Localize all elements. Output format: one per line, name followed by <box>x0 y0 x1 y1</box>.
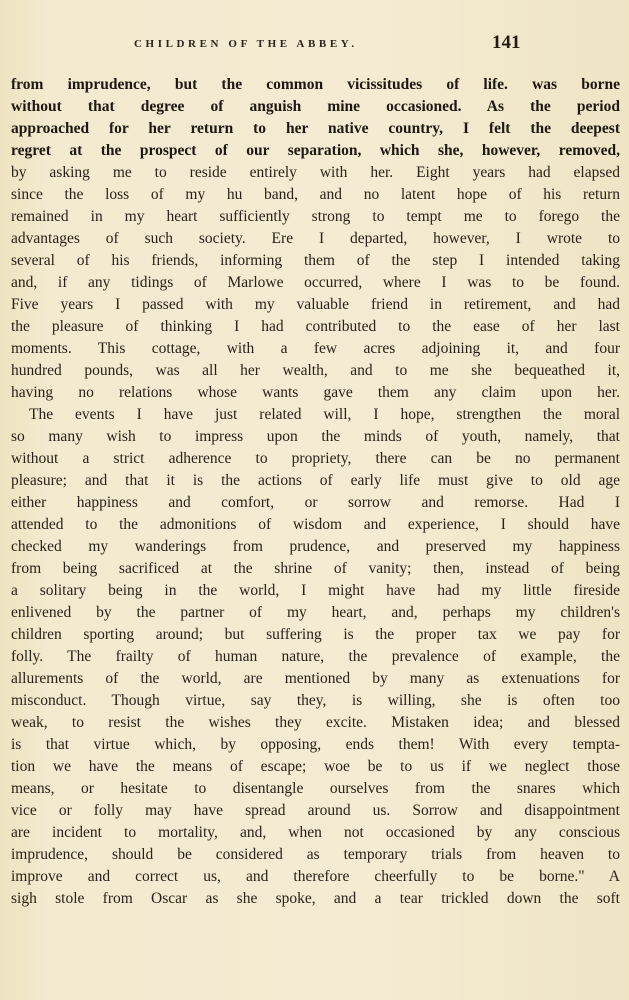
text-line: means, or hesitate to disentangle ourselves from the snares which <box>11 780 620 797</box>
text-line: without a strict adherence to propriety, there can be no permanent <box>11 450 620 467</box>
text-line: having no relations whose wants gave them any claim upon her. <box>11 384 620 401</box>
body-text <box>11 74 620 910</box>
text-line: since the loss of my hu band, and no latent hope of his return <box>11 186 620 203</box>
text-line: vice or folly may have spread around us. Sorrow and disappointment <box>11 802 620 819</box>
text-line: sigh stole from Oscar as she spoke, and a tear trickled down the soft <box>11 890 620 907</box>
text-line: attended to the admonitions of wisdom and experience, I should have <box>11 516 620 533</box>
text-line: weak, to resist the wishes they excite. Mistaken idea; and blessed <box>11 714 620 731</box>
text-line: imprudence, should be considered as temporary trials from heaven to <box>11 846 620 863</box>
paragraph-first-line: The events I have just related will, I hope, strengthen the moral <box>29 406 620 423</box>
text-line: enlivened by the partner of my heart, and, perhaps my children's <box>11 604 620 621</box>
text-line: is that virtue which, by opposing, ends them! With every tempta- <box>11 736 620 753</box>
text-line: are incident to mortality, and, when not occasioned by any conscious <box>11 824 620 841</box>
text-line: from being sacrificed at the shrine of vanity; then, instead of being <box>11 560 620 577</box>
text-line: checked my wanderings from prudence, and preserved my happiness <box>11 538 620 555</box>
text-line: allurements of the world, are mentioned by many as extenuations for <box>11 670 620 687</box>
text-line: either happiness and comfort, or sorrow and remorse. Had I <box>11 494 620 511</box>
text-line: and, if any tidings of Marlowe occurred, where I was to be found. <box>11 274 620 291</box>
text-line: Five years I passed with my valuable friend in retirement, and had <box>11 296 620 313</box>
text-line: misconduct. Though virtue, say they, is willing, she is often too <box>11 692 620 709</box>
text-line: from imprudence, but the common vicissitudes of life. was borne <box>11 76 620 93</box>
text-line: children sporting around; but suffering is the proper tax we pay for <box>11 626 620 643</box>
text-line: advantages of such society. Ere I departed, however, I wrote to <box>11 230 620 247</box>
text-line: without that degree of anguish mine occasioned. As the period <box>11 98 620 115</box>
text-line: regret at the prospect of our separation, which she, however, removed, <box>11 142 620 159</box>
text-line: by asking me to reside entirely with her. Eight years had elapsed <box>11 164 620 181</box>
text-line: tion we have the means of escape; woe be to us if we neglect those <box>11 758 620 775</box>
text-line: folly. The frailty of human nature, the prevalence of example, the <box>11 648 620 665</box>
text-line: a solitary being in the world, I might have had my little fireside <box>11 582 620 599</box>
text-line: moments. This cottage, with a few acres adjoining it, and four <box>11 340 620 357</box>
running-header <box>0 32 629 62</box>
text-line: approached for her return to her native country, I felt the deepest <box>11 120 620 137</box>
text-line: pleasure; and that it is the actions of early life must give to old age <box>11 472 620 489</box>
running-title: CHILDREN OF THE ABBEY. <box>134 38 358 50</box>
page-number: 141 <box>492 32 521 53</box>
text-line: so many wish to impress upon the minds of youth, namely, that <box>11 428 620 445</box>
text-line: improve and correct us, and therefore cheerfully to be borne." A <box>11 868 620 885</box>
text-line: the pleasure of thinking I had contributed to the ease of her last <box>11 318 620 335</box>
text-line: remained in my heart sufficiently strong to tempt me to forego the <box>11 208 620 225</box>
text-line: several of his friends, informing them of the step I intended taking <box>11 252 620 269</box>
text-line: hundred pounds, was all her wealth, and to me she bequeathed it, <box>11 362 620 379</box>
